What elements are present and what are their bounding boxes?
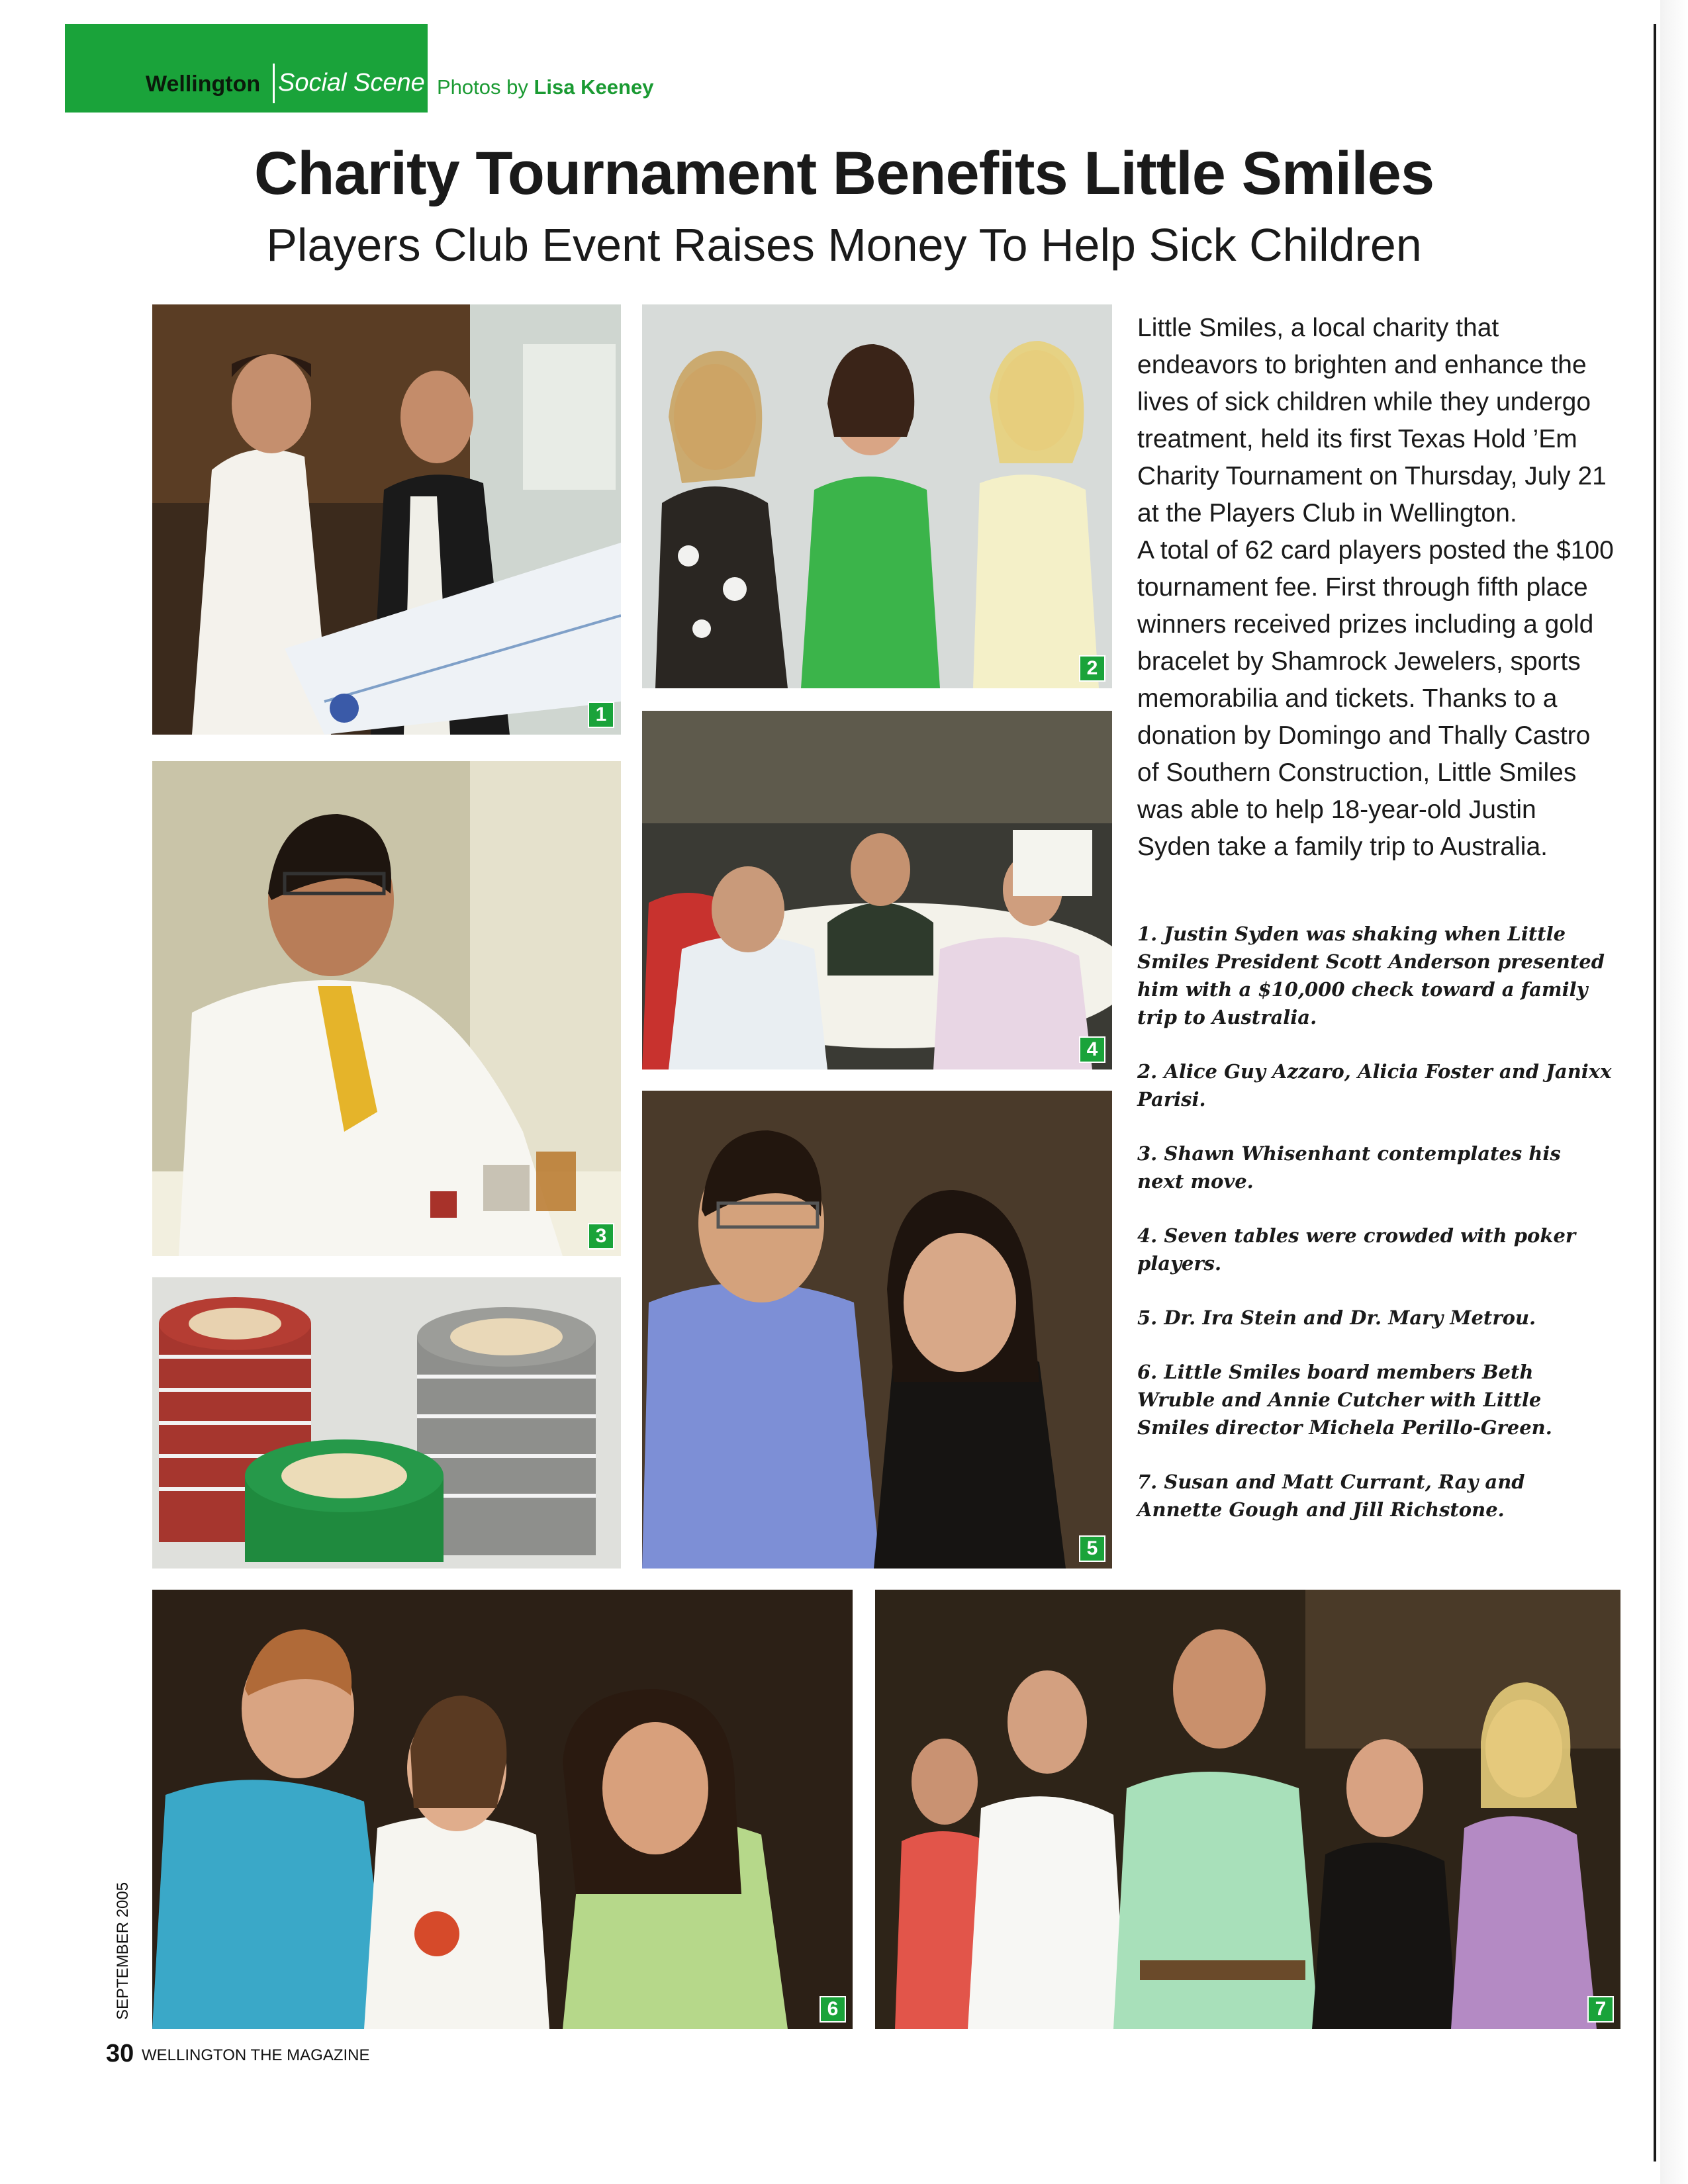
section-header-band: [65, 24, 428, 113]
photo-poker-chips: [152, 1277, 621, 1569]
article-body-paragraph: Little Smiles, a local charity that endeavors to brighten and enhance the lives of sick children while they undergo treatment, held its first Texas Hold ’Em Charity Tournament on Thursday, July 21 at the Players Club in Wellington.: [1137, 314, 1607, 527]
photo-2-number: 2: [1079, 655, 1105, 682]
photo-3: [152, 761, 621, 1256]
photo-4-image: [642, 711, 1112, 1069]
issue-date: SEPTEMBER 2005: [114, 1882, 132, 2020]
photo-3-image: [152, 761, 621, 1256]
photo-2: [642, 304, 1112, 688]
photo-6-number: 6: [820, 1996, 846, 2023]
section-brand: Wellington: [146, 71, 261, 97]
caption-6: 6. Little Smiles board members Beth Wruble and Annie Cutcher with Little Smiles director Michela Perillo-Green.: [1137, 1361, 1552, 1439]
photo-5-number: 5: [1079, 1535, 1105, 1562]
photo-5: [642, 1091, 1112, 1569]
section-name: Social Scene: [278, 69, 425, 97]
photo-7: [875, 1590, 1620, 2029]
photo-1-image: [152, 304, 621, 735]
photo-2-image: [642, 304, 1112, 688]
photo-captions: [1137, 920, 1614, 1550]
magazine-name: WELLINGTON THE MAGAZINE: [142, 2046, 370, 2064]
caption-1: 1. Justin Syden was shaking when Little Smiles President Scott Anderson presented him with a $10,000 check toward a family trip to Australia.: [1137, 923, 1605, 1028]
page-number: 30: [106, 2040, 134, 2068]
photo-1: [152, 304, 621, 735]
header-divider: [273, 64, 275, 103]
caption-7: 7. Susan and Matt Currant, Ray and Annette Gough and Jill Richstone.: [1137, 1471, 1525, 1521]
caption-3: 3. Shawn Whisenhant contemplates his next move.: [1137, 1142, 1561, 1193]
photo-7-image: [875, 1590, 1620, 2029]
photo-7-number: 7: [1587, 1996, 1614, 2023]
photo-1-number: 1: [588, 702, 614, 728]
caption-2: 2. Alice Guy Azzaro, Alicia Foster and Janixx Parisi.: [1137, 1060, 1612, 1111]
photo-credit-name: Lisa Keeney: [534, 75, 654, 99]
article-body: [1137, 310, 1614, 866]
caption-5: 5. Dr. Ira Stein and Dr. Mary Metrou.: [1137, 1306, 1536, 1329]
photo-5-image: [642, 1091, 1112, 1569]
photo-credit-prefix: Photos by: [437, 75, 528, 99]
caption-4: 4. Seven tables were crowded with poker players.: [1137, 1224, 1576, 1275]
photo-credit: [437, 75, 653, 99]
article-title: Charity Tournament Benefits Little Smiles: [254, 140, 1434, 207]
photo-poker-chips-image: [152, 1277, 621, 1569]
photo-4: [642, 711, 1112, 1069]
photo-6-image: [152, 1590, 853, 2029]
article-body-paragraph: A total of 62 card players posted the $100 tournament fee. First through fifth place winners received prizes including a gold bracelet by Shamrock Jewelers, sports memorabilia and tickets. Thanks to a donation by Domingo and Thally Castro of Southern Construction, Little Smiles was able to help 18-year-old Justin Syden take a family trip to Australia.: [1137, 536, 1614, 861]
article-subtitle: Players Club Event Raises Money To Help Sick Children: [266, 219, 1422, 271]
page-gutter-shadow: [1660, 0, 1688, 2184]
photo-3-number: 3: [588, 1223, 614, 1250]
photo-4-number: 4: [1079, 1036, 1105, 1063]
photo-6: [152, 1590, 853, 2029]
page-edge-line: [1654, 24, 1656, 2161]
